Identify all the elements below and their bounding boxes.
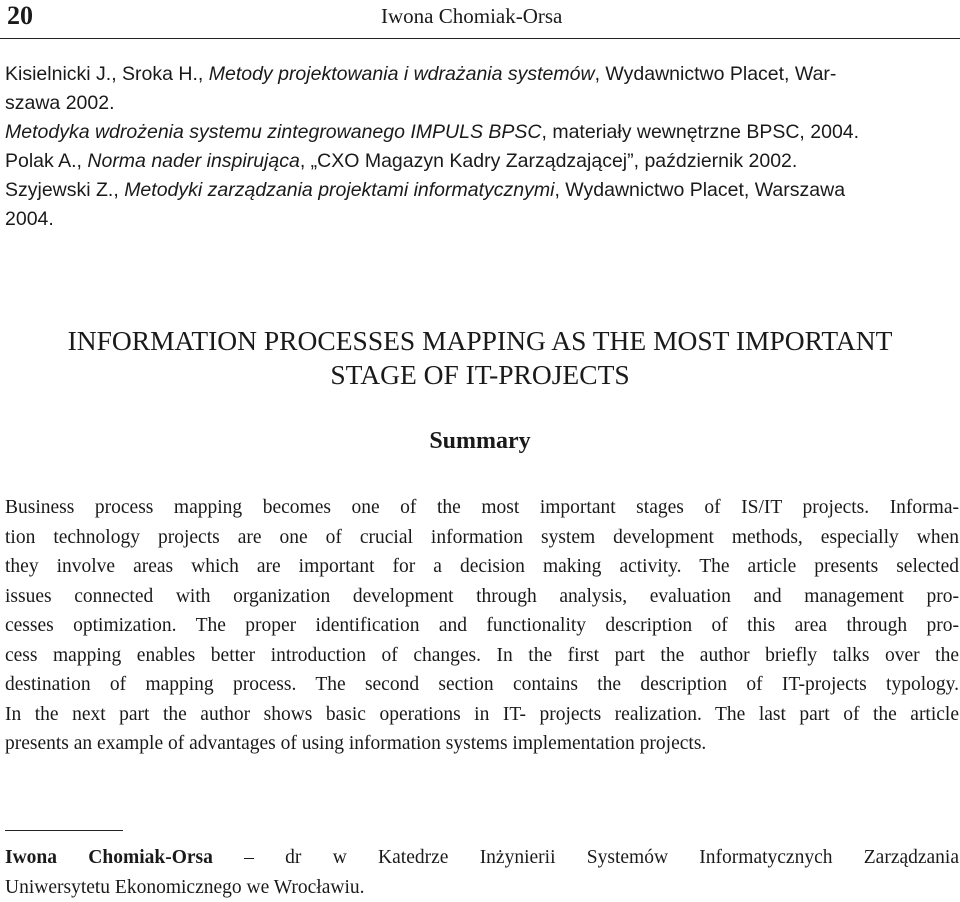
reference-item: [5, 176, 955, 234]
footnote-author: Iwona Chomiak-Orsa: [5, 847, 213, 868]
summary-line: they involve areas which are important for a decision making activity. The article presents selected: [5, 556, 959, 577]
summary-line: cess mapping enables better introduction of changes. In the first part the author briefly talks over the: [5, 644, 959, 666]
reference-publisher: , Wydawnictwo Placet, War-: [594, 63, 837, 85]
reference-title: Metodyki zarządzania projektami informatycznymi: [124, 179, 555, 201]
footnote-rule: [5, 830, 123, 831]
footnote-affiliation: – dr w Katedrze Inżynierii Systemów Informatycznych Zarządzania: [212, 847, 960, 868]
summary-line: presents an example of advantages of using information systems implementation projects.: [5, 733, 707, 754]
reference-authors: Kisielnicki J., Sroka H.,: [5, 63, 209, 85]
summary-text: [5, 493, 959, 759]
reference-publisher: , Wydawnictwo Placet, Warszawa: [554, 179, 846, 201]
title-line-2: STAGE OF IT-PROJECTS: [330, 359, 630, 390]
reference-item: [5, 118, 955, 147]
header-rule: [0, 38, 960, 39]
footnote-line-2: Uniwersytetu Ekonomicznego we Wrocławiu.: [5, 876, 365, 898]
reference-title: Norma nader inspirująca: [87, 150, 300, 172]
running-head: Iwona Chomiak-Orsa: [381, 4, 563, 28]
reference-authors: Szyjewski Z.,: [5, 179, 125, 201]
author-footnote: [5, 843, 959, 902]
reference-title: Metodyka wdrożenia systemu zintegrowanego IMPULS BPSC: [5, 121, 542, 143]
reference-title: Metody projektowania i wdrażania systemów: [208, 63, 595, 85]
summary-line: tion technology projects are one of crucial information system development methods, especially when: [5, 526, 959, 548]
page-number: 20: [7, 1, 33, 30]
footnote-line-1: [5, 843, 959, 873]
page-header: [0, 0, 960, 40]
reference-item: [5, 60, 955, 118]
summary-line: issues connected with organization development through analysis, evaluation and management pro-: [5, 585, 959, 607]
summary-line: In the next part the author shows basic operations in IT- projects realization. The last part of the article: [5, 703, 959, 725]
summary-line: destination of mapping process. The second section contains the description of IT-projects typology.: [5, 674, 959, 695]
reference-publisher: , „CXO Magazyn Kadry Zarządzającej”, październik 2002.: [299, 150, 798, 172]
reference-continuation: 2004.: [5, 208, 54, 230]
reference-item: [5, 147, 955, 176]
summary-line: Business process mapping becomes one of the most important stages of IS/IT projects. Informa-: [5, 497, 959, 518]
reference-publisher: , materiały wewnętrzne BPSC, 2004.: [541, 121, 860, 143]
reference-continuation: szawa 2002.: [5, 92, 115, 114]
summary-line: cesses optimization. The proper identification and functionality description of this area through pro-: [5, 615, 959, 636]
article-title: [0, 324, 960, 392]
title-line-1: INFORMATION PROCESSES MAPPING AS THE MOST IMPORTANT: [67, 325, 893, 356]
summary-heading: Summary: [429, 428, 531, 454]
reference-authors: Polak A.,: [5, 150, 88, 172]
